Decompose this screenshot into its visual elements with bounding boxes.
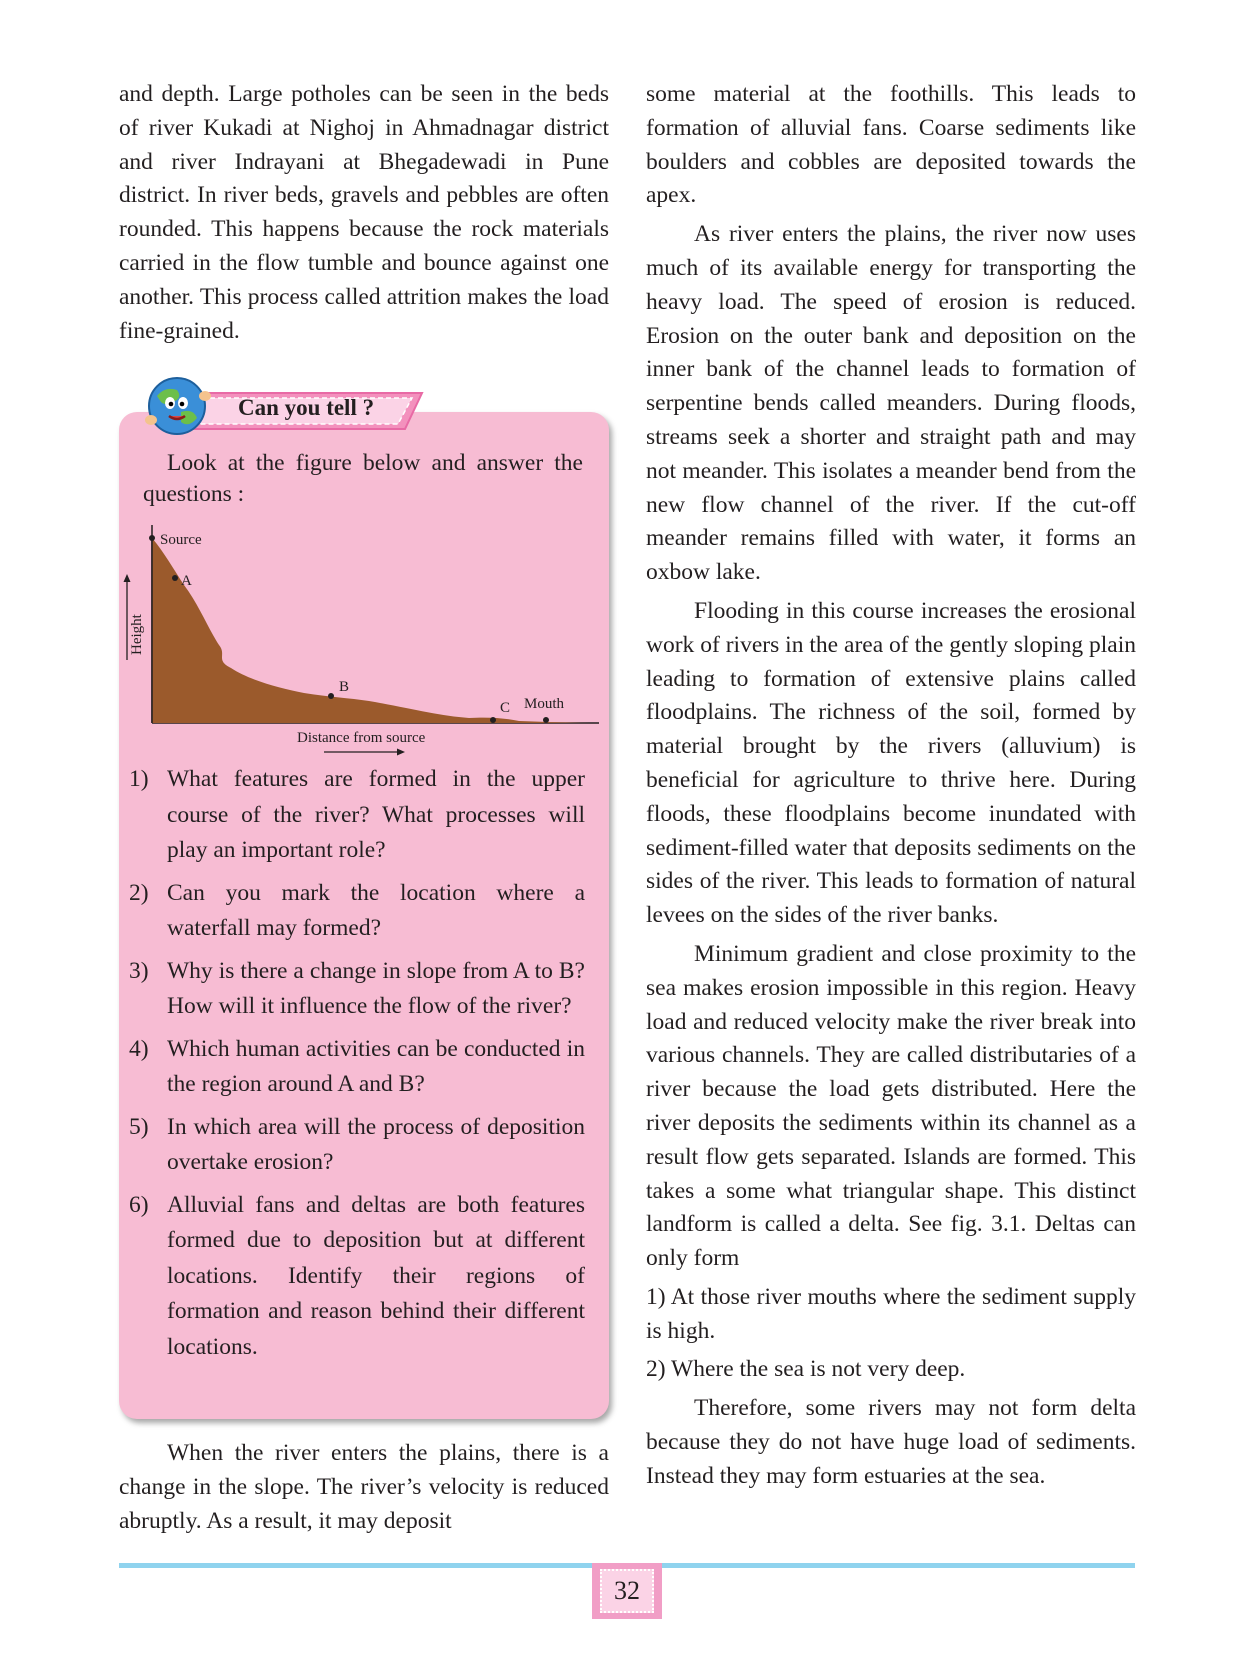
question-item bbox=[129, 876, 585, 947]
right-column bbox=[646, 78, 1136, 1499]
can-you-tell-title: Can you tell ? bbox=[238, 395, 375, 420]
right-paragraph: As river enters the plains, the river now uses much of its available energy for transporting the heavy load. The speed of erosion is reduced. Erosion on the outer bank and deposition on the inner bank of the channel leads to formation of serpentine bends called meanders. During floods, streams seek a shorter and straight path and may not meander. This isolates a meander bend from the new flow channel of the river. If the cut-off meander remains filled with water, it forms an oxbow lake. bbox=[646, 221, 1136, 586]
point-b-label: B bbox=[339, 679, 350, 695]
question-number: 4) bbox=[129, 1035, 149, 1062]
point-c bbox=[490, 717, 496, 723]
question-item bbox=[129, 1188, 585, 1366]
point-a-label: A bbox=[181, 573, 192, 589]
left-bottom-block bbox=[119, 1437, 609, 1538]
right-paragraph: Therefore, some rivers may not form delta because they do not have huge load of sediments. Instead they may form estuaries at the sea. bbox=[646, 1395, 1136, 1489]
question-text: What features are formed in the upper course of the river? What processes will play an important role? bbox=[167, 766, 585, 863]
right-paragraph: 2) Where the sea is not very deep. bbox=[646, 1356, 966, 1383]
question-text: Why is there a change in slope from A to B? How will it influence the flow of the river? bbox=[167, 957, 585, 1019]
right-paragraph: Minimum gradient and close proximity to the sea makes erosion impossible in this region. Heavy load and reduced velocity make the river break into various channels. They are called distributaries of a river because the load gets distributed. Here the river deposits the sediments within its channel as a result flow gets separated. Islands are formed. This takes a some what triangular shape. This distinct landform is called a delta. See fig. 3.1. Deltas can only form bbox=[646, 940, 1136, 1272]
point-b bbox=[328, 693, 334, 699]
question-text: In which area will the process of deposition overtake erosion? bbox=[167, 1113, 585, 1175]
right-paragraph: some material at the foothills. This leads to formation of alluvial fans. Coarse sediments like boulders and cobbles are deposited towards the apex. bbox=[646, 81, 1136, 209]
question-item bbox=[129, 954, 585, 1025]
question-number: 2) bbox=[129, 879, 149, 906]
source-point bbox=[149, 535, 155, 541]
question-text: Can you mark the location where a waterfall may formed? bbox=[167, 879, 585, 941]
question-list bbox=[129, 762, 585, 1372]
question-item bbox=[129, 762, 585, 869]
mouth-label: Mouth bbox=[524, 696, 565, 712]
source-label: Source bbox=[160, 532, 202, 548]
left-paragraph-top: and depth. Large potholes can be seen in the beds of river Kukadi at Nighoj in Ahmadnagar district and river Indrayani at Bhegadewadi in Pune district. In river beds, gravels and pebbles are often rounded. This happens because the rock materials carried in the flow tumble and bounce against one another. This process called attrition makes the load fine-grained. bbox=[119, 81, 609, 344]
question-item bbox=[129, 1032, 585, 1103]
left-column bbox=[119, 78, 609, 348]
question-text: Alluvial fans and deltas are both features formed due to deposition but at different locations. Identify their regions of formation and reason behind their different locations. bbox=[167, 1191, 585, 1360]
box-intro: Look at the figure below and answer the questions : bbox=[143, 450, 583, 507]
right-paragraph: 1) At those river mouths where the sediment supply is high. bbox=[646, 1283, 1136, 1344]
question-text: Which human activities can be conducted in the region around A and B? bbox=[167, 1035, 585, 1097]
question-number: 1) bbox=[129, 766, 149, 792]
left-paragraph-bottom: When the river enters the plains, there is a change in the slope. The river’s velocity is reduced abruptly. As a result, it may deposit bbox=[119, 1440, 609, 1534]
y-axis-label: Height bbox=[129, 614, 145, 655]
mouth-point bbox=[543, 717, 549, 723]
point-c-label: C bbox=[500, 700, 511, 716]
question-number: 5) bbox=[129, 1113, 149, 1140]
right-paragraph: Flooding in this course increases the erosional work of rivers in the area of the gently sloping plain leading to formation of extensive plains called floodplains. The richness of the soil, formed by material brought by the rivers (alluvium) is beneficial for agriculture to thrive here. During floods, these floodplains become inundated with sediment-filled water that deposits sediments on the sides of the river. This leads to formation of natural levees on the sides of the river banks. bbox=[646, 597, 1136, 929]
question-number: 6) bbox=[129, 1191, 149, 1218]
river-profile-figure bbox=[119, 510, 609, 760]
x-axis-label: Distance from source bbox=[297, 730, 426, 746]
question-item bbox=[129, 1110, 585, 1181]
page-number: 32 bbox=[600, 1569, 654, 1613]
point-a bbox=[172, 575, 178, 581]
question-number: 3) bbox=[129, 957, 149, 984]
globe-mascot-icon bbox=[143, 372, 211, 440]
